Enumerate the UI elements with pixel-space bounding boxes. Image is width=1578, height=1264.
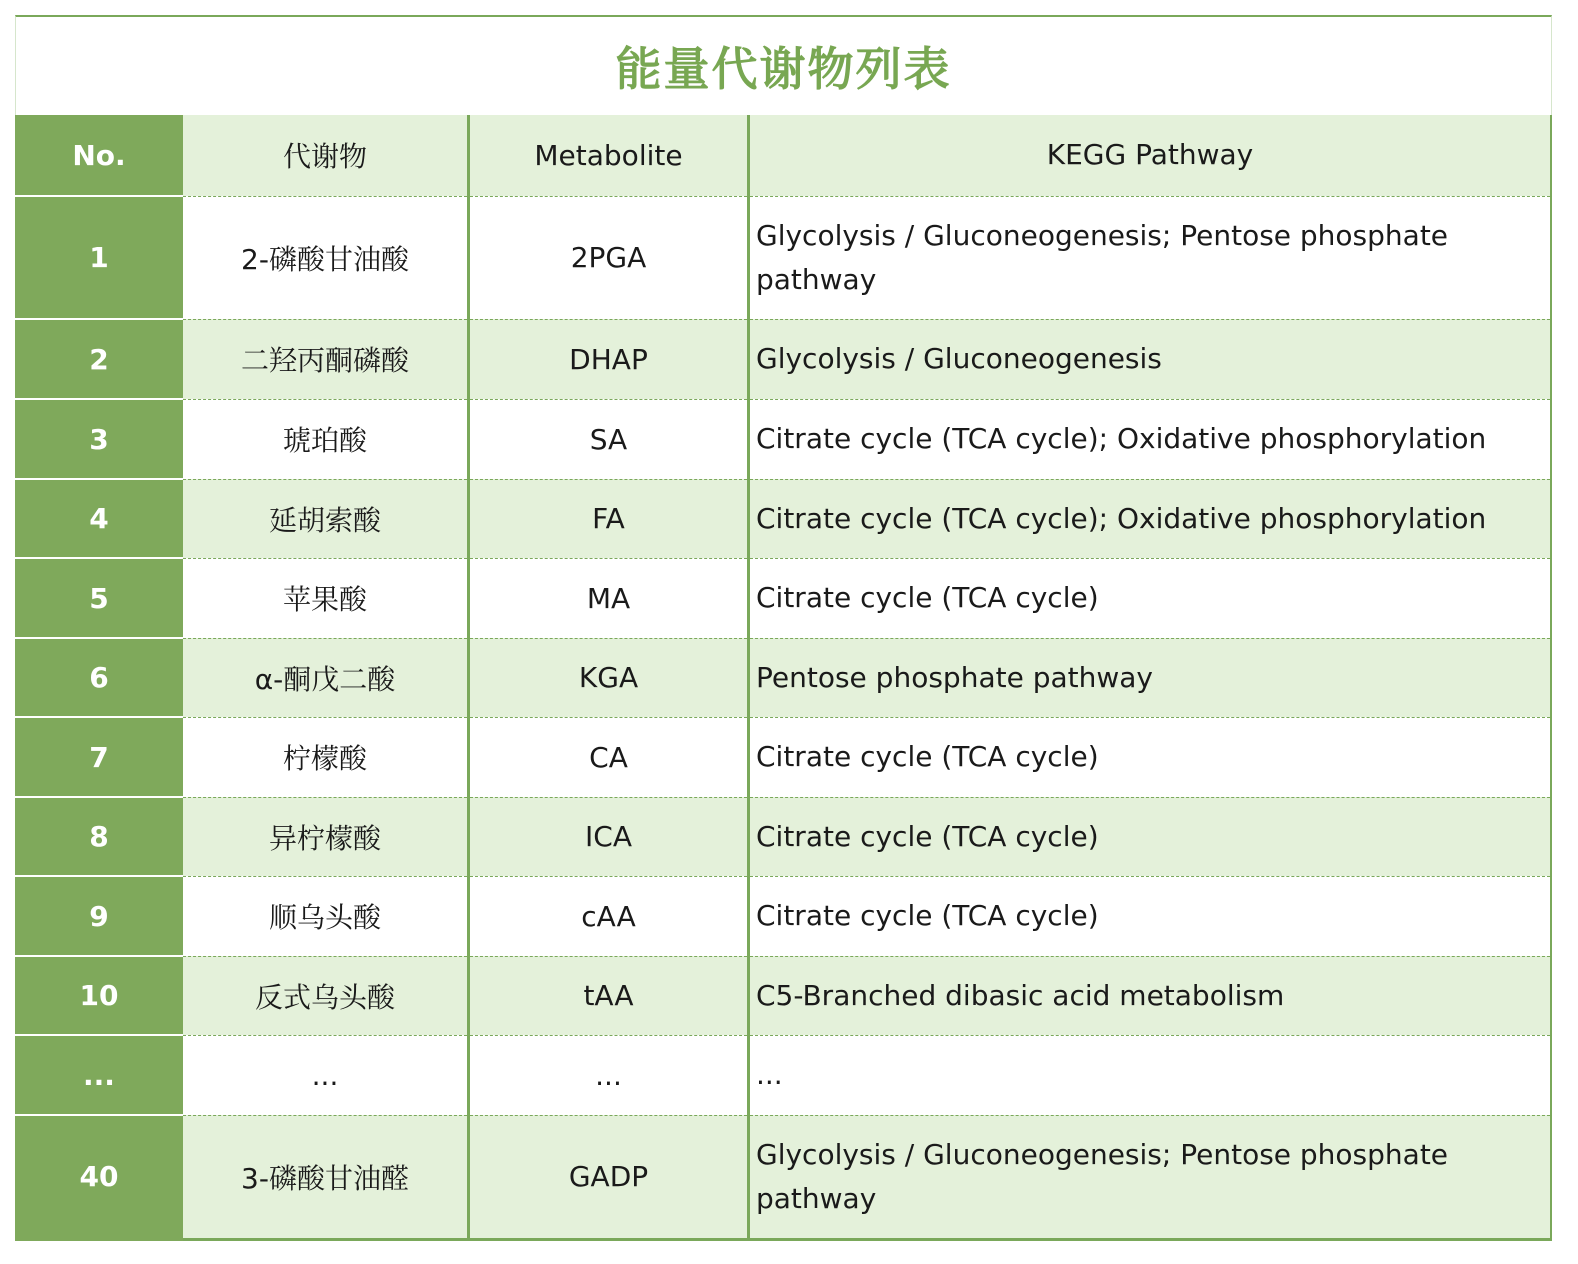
cell-kegg-pathway: Citrate cycle (TCA cycle); Oxidative phosphorylation: [749, 479, 1552, 558]
cell-metabolite-cn: 3-磷酸甘油醛: [183, 1115, 469, 1239]
table-header-row: [15, 115, 1551, 196]
cell-no: 5: [15, 558, 183, 638]
table-row: [15, 558, 1551, 638]
header-metabolite-cn: 代谢物: [183, 115, 469, 196]
cell-no: 2: [15, 319, 183, 399]
header-kegg-pathway: KEGG Pathway: [749, 115, 1552, 196]
table-row: [15, 399, 1551, 479]
cell-no: 10: [15, 956, 183, 1035]
cell-kegg-pathway: Glycolysis / Gluconeogenesis; Pentose phosphate pathway: [749, 196, 1552, 319]
cell-no: 9: [15, 876, 183, 956]
cell-metabolite-cn: 2-磷酸甘油酸: [183, 196, 469, 319]
cell-metabolite-en: SA: [469, 399, 749, 479]
table-row: [15, 196, 1551, 319]
table-row: [15, 479, 1551, 558]
title-row: [15, 15, 1552, 115]
cell-kegg-pathway: Citrate cycle (TCA cycle): [749, 717, 1552, 797]
cell-metabolite-cn: 苹果酸: [183, 558, 469, 638]
cell-no: ...: [15, 1035, 183, 1115]
table-row: [15, 1035, 1551, 1115]
cell-metabolite-cn: 延胡索酸: [183, 479, 469, 558]
header-no: No.: [15, 115, 183, 196]
cell-kegg-pathway: Glycolysis / Gluconeogenesis: [749, 319, 1552, 399]
cell-metabolite-cn: ...: [183, 1035, 469, 1115]
cell-kegg-pathway: Citrate cycle (TCA cycle); Oxidative phosphorylation: [749, 399, 1552, 479]
cell-kegg-pathway: Glycolysis / Gluconeogenesis; Pentose phosphate pathway: [749, 1115, 1552, 1239]
cell-metabolite-cn: 二羟丙酮磷酸: [183, 319, 469, 399]
table-row: [15, 638, 1551, 717]
cell-no: 3: [15, 399, 183, 479]
table-row: [15, 956, 1551, 1035]
cell-metabolite-cn: α-酮戊二酸: [183, 638, 469, 717]
cell-metabolite-cn: 柠檬酸: [183, 717, 469, 797]
cell-kegg-pathway: Citrate cycle (TCA cycle): [749, 876, 1552, 956]
cell-metabolite-cn: 反式乌头酸: [183, 956, 469, 1035]
cell-metabolite-cn: 异柠檬酸: [183, 797, 469, 876]
table-row: [15, 1115, 1551, 1239]
cell-no: 4: [15, 479, 183, 558]
table-row: [15, 717, 1551, 797]
cell-metabolite-en: KGA: [469, 638, 749, 717]
header-metabolite-en: Metabolite: [469, 115, 749, 196]
cell-no: 6: [15, 638, 183, 717]
cell-metabolite-en: GADP: [469, 1115, 749, 1239]
cell-no: 40: [15, 1115, 183, 1239]
table-title: 能量代谢物列表: [615, 42, 952, 96]
metabolite-sheet: [15, 15, 1552, 1242]
table-row: [15, 876, 1551, 956]
cell-kegg-pathway: Citrate cycle (TCA cycle): [749, 797, 1552, 876]
cell-metabolite-cn: 琥珀酸: [183, 399, 469, 479]
cell-metabolite-en: FA: [469, 479, 749, 558]
cell-no: 1: [15, 196, 183, 319]
cell-kegg-pathway: Pentose phosphate pathway: [749, 638, 1552, 717]
table-row: [15, 319, 1551, 399]
cell-no: 7: [15, 717, 183, 797]
cell-metabolite-en: 2PGA: [469, 196, 749, 319]
cell-no: 8: [15, 797, 183, 876]
cell-metabolite-en: ICA: [469, 797, 749, 876]
cell-kegg-pathway: C5-Branched dibasic acid metabolism: [749, 956, 1552, 1035]
metabolite-table: [15, 115, 1552, 1241]
table-row: [15, 797, 1551, 876]
cell-metabolite-en: CA: [469, 717, 749, 797]
cell-metabolite-en: DHAP: [469, 319, 749, 399]
cell-metabolite-en: ...: [469, 1035, 749, 1115]
cell-metabolite-en: MA: [469, 558, 749, 638]
cell-metabolite-en: tAA: [469, 956, 749, 1035]
cell-kegg-pathway: ...: [749, 1035, 1552, 1115]
cell-metabolite-en: cAA: [469, 876, 749, 956]
cell-metabolite-cn: 顺乌头酸: [183, 876, 469, 956]
cell-kegg-pathway: Citrate cycle (TCA cycle): [749, 558, 1552, 638]
